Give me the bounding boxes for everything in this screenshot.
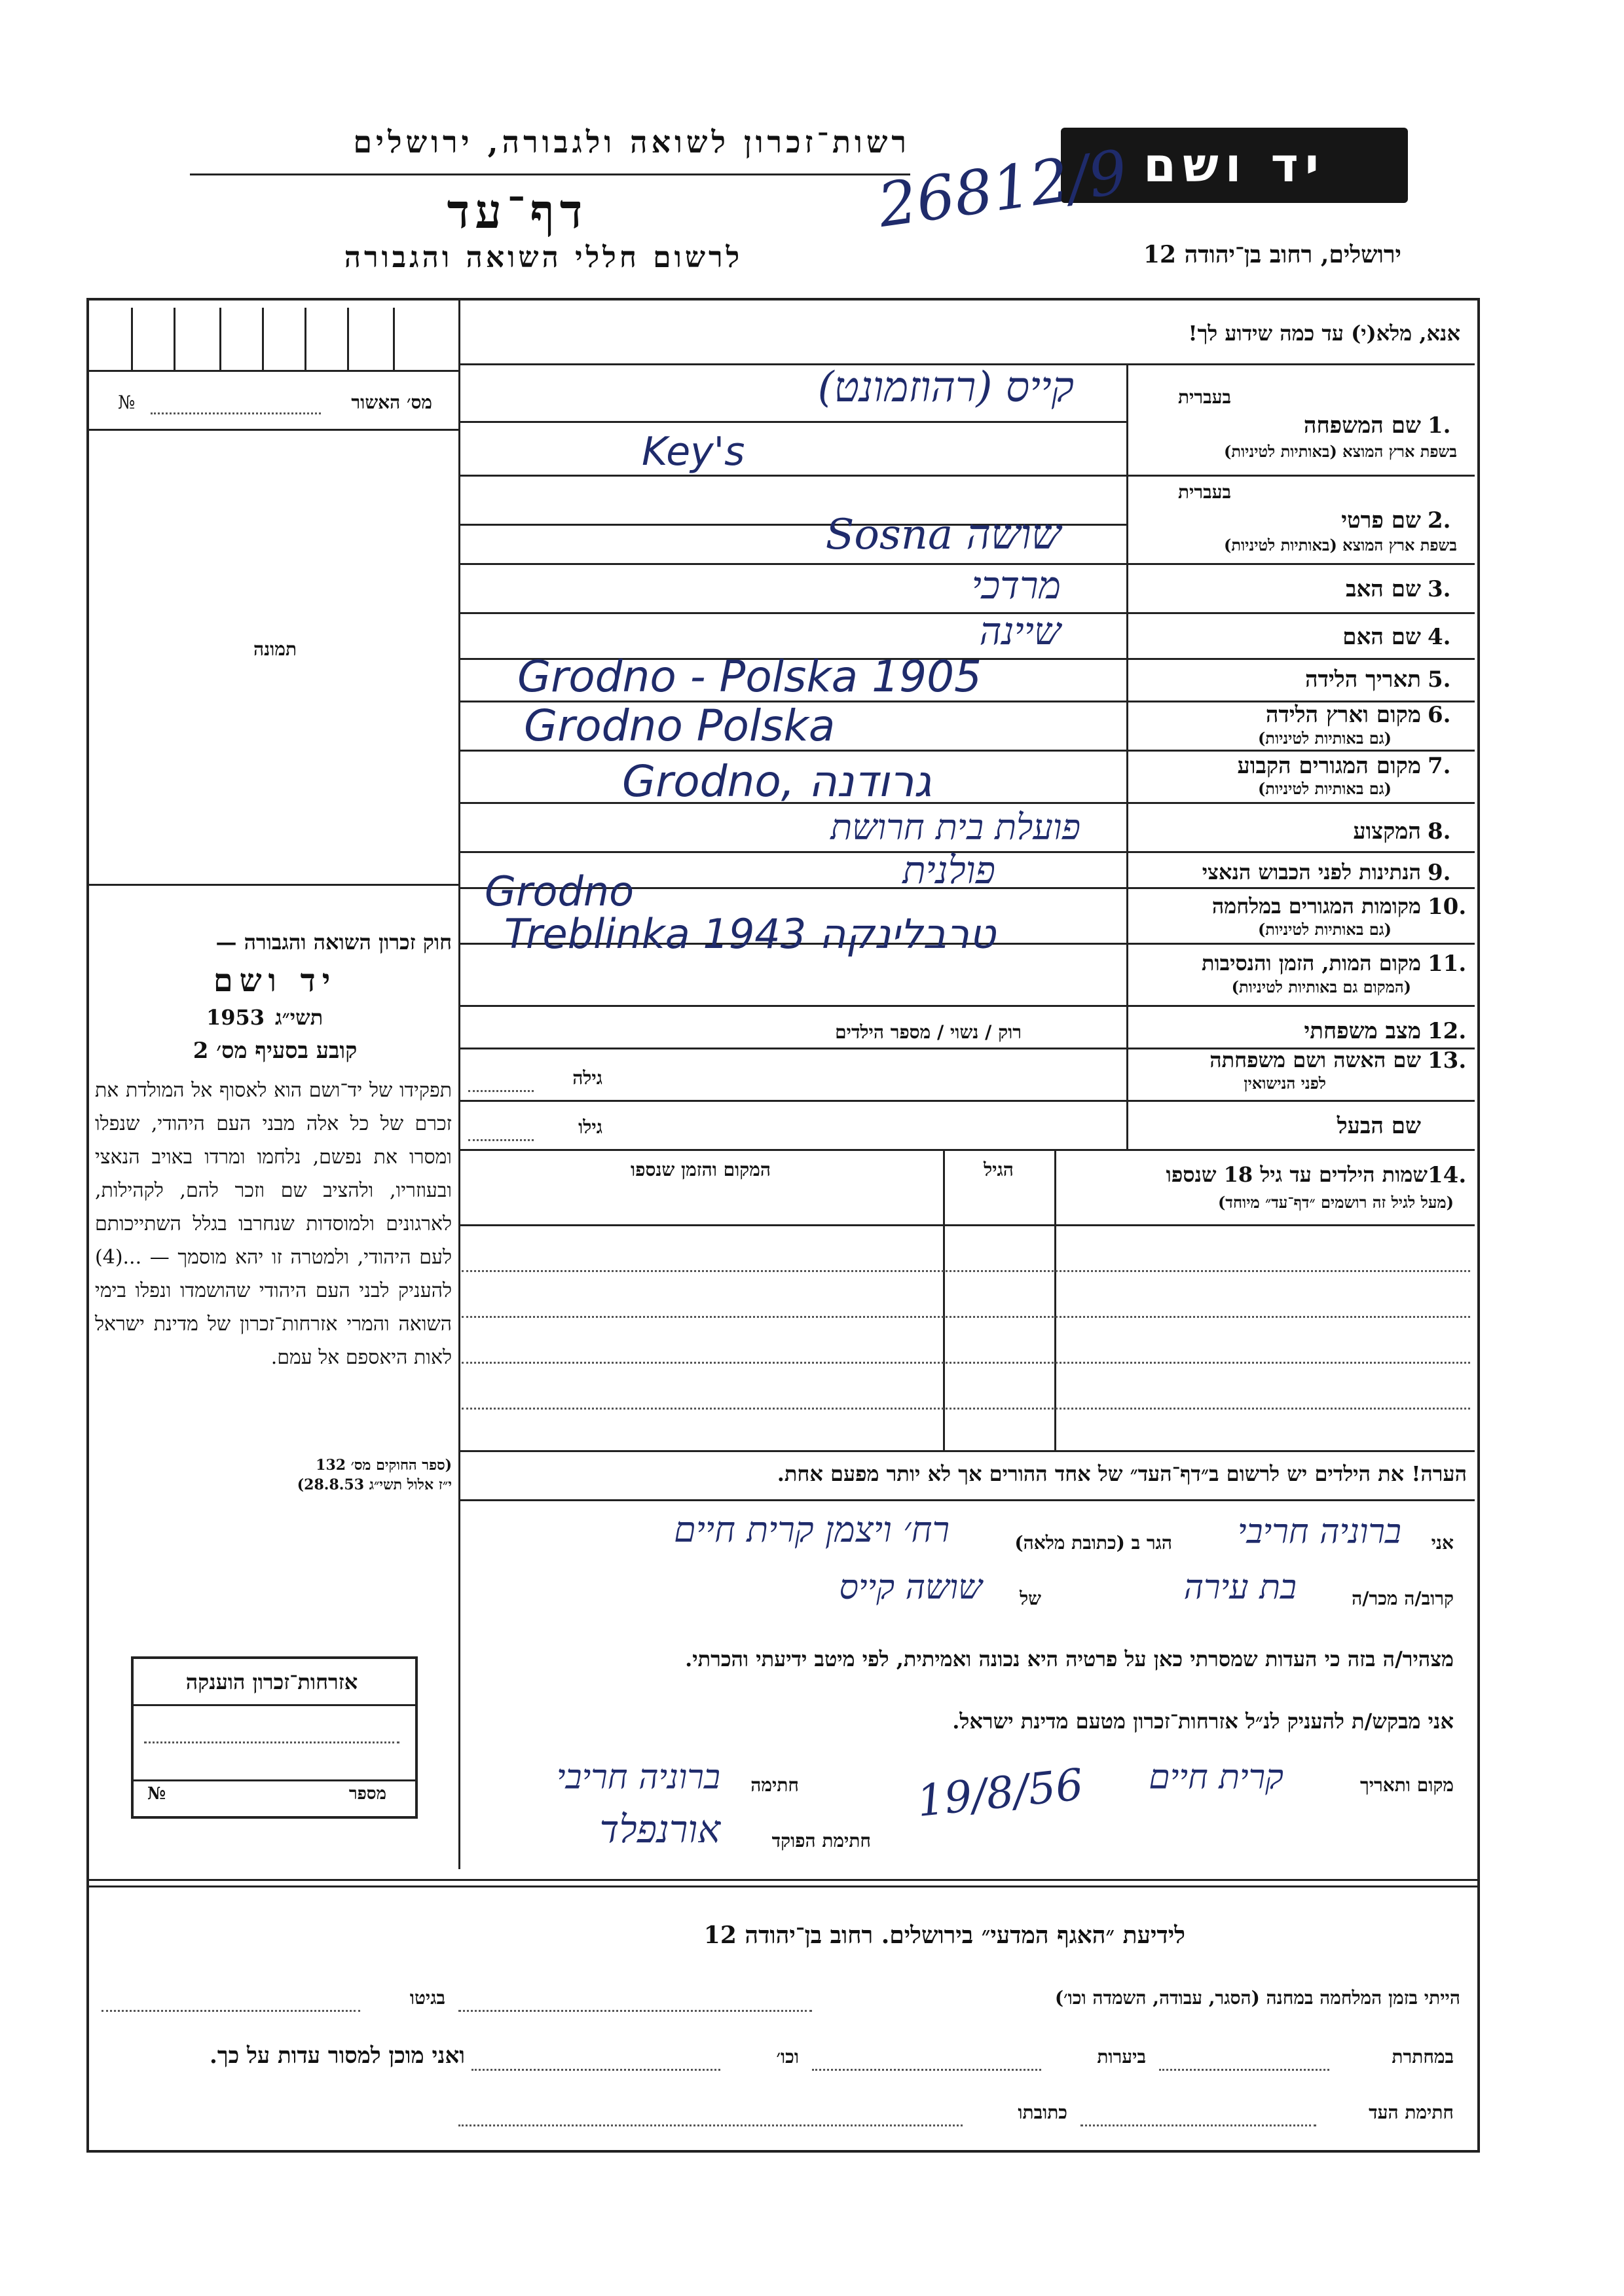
field-5-label: תאריך הלידה bbox=[1304, 666, 1421, 693]
husband-label: שם הבעל bbox=[1337, 1113, 1421, 1139]
photo-bottom bbox=[86, 884, 460, 886]
approval-label: מס׳ האשור bbox=[351, 392, 432, 413]
citizenship-divider bbox=[131, 1704, 415, 1706]
decl-signature[interactable]: ברוניה חריבי bbox=[556, 1758, 720, 1797]
address: ירושלים, רחוב בן־יהודה 12 bbox=[1143, 241, 1401, 268]
decl-address[interactable]: רח׳ ויצמן קרית חיים bbox=[674, 1509, 950, 1550]
field-12-label: מצב משפחתי bbox=[1304, 1018, 1421, 1044]
field-1-hebrew-tag: בעברית bbox=[1177, 386, 1231, 408]
footer-underground-field[interactable] bbox=[1159, 2069, 1329, 2071]
field-4-value[interactable]: שיינה bbox=[979, 609, 1061, 653]
yad-vashem-logo: יד ושם bbox=[1061, 128, 1408, 203]
photo-top bbox=[86, 429, 460, 431]
note-text: הערה! את הילדים יש לרשום ב״דף־העד״ של אחד ההורים אך לא יותר מפעם אחת. bbox=[777, 1461, 1467, 1486]
footer-ghetto-label: בגיטו bbox=[409, 1987, 445, 2009]
decl-request: אני מבקש/ת להעניק לנ״ל אזרחות־זכרון מטעם מדינת ישראל. bbox=[952, 1709, 1454, 1734]
field-9-label: הנתינות לפני הכבוש הנאצי bbox=[1202, 860, 1421, 884]
box-divider bbox=[174, 308, 175, 370]
box-divider bbox=[347, 308, 349, 370]
decl-relative-label: קרוב/ה מכר/ה bbox=[1352, 1588, 1454, 1609]
field-8-number: 8. bbox=[1428, 818, 1451, 845]
decl-relation[interactable]: בת עירה bbox=[1183, 1568, 1297, 1607]
field-1-value-latin[interactable]: Key's bbox=[642, 429, 745, 475]
husband-age[interactable] bbox=[468, 1139, 534, 1141]
row-line bbox=[458, 1149, 1475, 1151]
citizenship-label: אזרחות־זכרון הוענקה bbox=[185, 1669, 358, 1694]
field-11-value[interactable]: Treblinka 1943 טרבלינקה bbox=[504, 910, 996, 958]
form-subtitle: לרשום חללי השואה והגבורה bbox=[344, 241, 743, 274]
intro-text: אנא, מלא(י) עד כמה שידוע לך! bbox=[1188, 321, 1460, 346]
footer-camp-field[interactable] bbox=[458, 2010, 812, 2012]
children-label: שמות הילדים עד גיל 18 שנספו bbox=[1166, 1162, 1428, 1187]
box-divider bbox=[393, 308, 395, 370]
decl-official-signature[interactable]: אורנפלד bbox=[599, 1807, 720, 1851]
field-6-label: מקום וארץ הלידה bbox=[1265, 702, 1421, 728]
approval-no: № bbox=[118, 392, 136, 413]
children-row[interactable] bbox=[462, 1270, 1470, 1272]
field-13-sub: לפני הנישואין bbox=[1244, 1074, 1326, 1093]
field-7-value[interactable]: Grodno, גרודנה bbox=[622, 756, 932, 807]
field-7-sub: (גם באותיות לטיניות) bbox=[1257, 779, 1392, 798]
box-divider bbox=[262, 308, 264, 370]
footer-ghetto-field[interactable] bbox=[101, 2010, 360, 2012]
field-8-label: המקצוע bbox=[1353, 818, 1421, 845]
children-col bbox=[1054, 1149, 1056, 1450]
row-line bbox=[458, 1100, 1475, 1102]
decl-date[interactable]: 19/8/56 bbox=[914, 1758, 1086, 1827]
field-13-age[interactable] bbox=[468, 1090, 534, 1092]
field-2-hebrew-tag: בעברית bbox=[1177, 481, 1231, 503]
law-ref-1: (ספר החוקים מס׳ 132 bbox=[316, 1457, 452, 1474]
label-column-divider bbox=[1126, 363, 1128, 1149]
children-col-place: המקום והזמן שנספו bbox=[631, 1159, 771, 1180]
field-6-number: 6. bbox=[1428, 702, 1451, 728]
field-1-value-hebrew[interactable]: קייס (רהוזמונט) bbox=[817, 363, 1074, 412]
citizenship-divider bbox=[131, 1779, 415, 1781]
approval-field[interactable] bbox=[151, 412, 321, 414]
field-2-number: 2. bbox=[1428, 507, 1451, 534]
decl-victim[interactable]: שושה קייס bbox=[839, 1568, 982, 1607]
field-12-number: 12. bbox=[1428, 1018, 1467, 1044]
form-title: דף־עד bbox=[447, 183, 588, 239]
footer-etc-label: וכו׳ bbox=[776, 2046, 799, 2068]
row-line bbox=[458, 1005, 1475, 1007]
field-1-number: 1. bbox=[1428, 412, 1451, 439]
decl-of-label: של bbox=[1020, 1588, 1041, 1609]
box-divider bbox=[219, 308, 221, 370]
field-5-value[interactable]: Grodno - Polska 1905 bbox=[517, 651, 982, 702]
field-13-number: 13. bbox=[1428, 1048, 1467, 1074]
children-number: 14. bbox=[1428, 1162, 1467, 1188]
field-11-sub: (המקום גם באותיות לטיניות) bbox=[1231, 977, 1411, 996]
field-5-number: 5. bbox=[1428, 666, 1451, 693]
law-name: יד ושם bbox=[213, 962, 337, 999]
box-divider bbox=[304, 308, 306, 370]
row-line bbox=[458, 475, 1475, 477]
footer-witness-sig-field[interactable] bbox=[1080, 2124, 1316, 2126]
footer-forests-label: ביערות bbox=[1097, 2046, 1146, 2068]
photo-label: תמונה bbox=[253, 638, 297, 660]
law-clause: קובע בסעיף מס׳ 2 bbox=[193, 1038, 358, 1064]
field-2-sub: בשפת ארץ המוצא (באותיות לטיניות) bbox=[1224, 536, 1457, 555]
footer-witness-sig-label: חתימת העד bbox=[1369, 2102, 1454, 2123]
husband-age-label: גילו bbox=[578, 1116, 602, 1138]
decl-place-date-label: מקום ותאריך bbox=[1359, 1774, 1454, 1796]
children-col bbox=[943, 1149, 945, 1450]
law-title: חוק זכרון השואה והגבורה — bbox=[215, 930, 452, 955]
footer-underground-label: במחתרת bbox=[1392, 2046, 1454, 2068]
footer-camp-label: הייתי בזמן המלחמה במחנה (הסגר, עבודה, השמדה וכו׳) bbox=[1054, 1987, 1460, 2009]
field-11-number: 11. bbox=[1428, 951, 1467, 977]
field-6-value[interactable]: Grodno Polska bbox=[524, 701, 836, 751]
field-11-label: מקום המות, הזמן והנסיבות bbox=[1201, 951, 1421, 975]
field-10-number: 10. bbox=[1428, 894, 1467, 920]
field-9-number: 9. bbox=[1428, 860, 1451, 886]
field-4-label: שם האם bbox=[1342, 624, 1421, 650]
field-1-label: שם המשפחה bbox=[1303, 412, 1421, 439]
archive-number: 26812/9 bbox=[874, 136, 1132, 242]
children-row-line bbox=[458, 1224, 1475, 1226]
children-bottom bbox=[458, 1450, 1475, 1452]
decl-i-label: אני bbox=[1431, 1532, 1454, 1554]
citizenship-number-sign: № bbox=[147, 1784, 166, 1804]
law-text: תפקידו של יד־ושם הוא לאסוף אל המולדת את זכרם של כל אלה מבני העם היהודי, שנפלו ומסרו את נפשם, נלחמו ומרדו באויב הנאצי ובעוזריו, ולהציב שם וזכר להם, לקהילות, לארגונים ולמוסדות שנחרבו בגלל השתייכותם לעם היהודי, ולמטרה זו יהא מוסמך — ...(4) להעניק לבני העם היהודי שהושמדו ונפלו בימי השואה והמרי אזרחות־זכרון של מדינת ישראל לאות היאספם אל עמם. bbox=[95, 1079, 452, 1369]
footer-address-label: כתובתו bbox=[1018, 2102, 1067, 2123]
decl-signature-label: חתימה bbox=[750, 1774, 799, 1796]
field-10-sub: (גם באותיות לטיניות) bbox=[1257, 920, 1392, 939]
field-3-value[interactable]: מרדכי bbox=[971, 563, 1061, 608]
row-line bbox=[458, 421, 1126, 423]
decl-statement: מצהיר/ה בזה כי העדות שמסרתי כאן על פרטיה היא נכונה ואמיתית, לפי מיטב ידיעתי והכרתי. bbox=[685, 1647, 1454, 1671]
field-8-value[interactable]: פועלת בית חרושת bbox=[830, 807, 1080, 848]
children-sub: (מעל לגיל זה רושמים ״דף־עד״ מיוחד) bbox=[1217, 1193, 1454, 1212]
field-2-value[interactable]: שושה Sosna bbox=[825, 511, 1061, 559]
authority-title: רשות־זכרון לשואה ולגבורה, ירושלים bbox=[353, 124, 910, 160]
field-13-age-label: גילה bbox=[572, 1067, 602, 1089]
children-row[interactable] bbox=[462, 1408, 1470, 1410]
field-10-value[interactable]: Grodno bbox=[485, 867, 635, 915]
field-1-sub: בשפת ארץ המוצא (באותיות לטיניות) bbox=[1224, 442, 1457, 461]
citizenship-number-label: מספר bbox=[348, 1784, 386, 1804]
field-12-value[interactable]: רוק / נשוי / מספר הילדים bbox=[835, 1021, 1022, 1043]
value-column-left bbox=[458, 363, 460, 1149]
field-4-number: 4. bbox=[1428, 624, 1451, 650]
footer-rule bbox=[86, 1886, 1477, 1887]
field-3-number: 3. bbox=[1428, 576, 1451, 602]
children-col-age: הגיל bbox=[984, 1159, 1014, 1180]
decl-official-label: חתימת הפוקד bbox=[771, 1830, 871, 1851]
children-row[interactable] bbox=[462, 1316, 1470, 1318]
field-13-label: שם האשה ושם משפחתה bbox=[1209, 1048, 1421, 1072]
footer-etc-field[interactable] bbox=[471, 2069, 720, 2071]
law-year-heb: תשי״ג bbox=[275, 1005, 323, 1030]
field-7-number: 7. bbox=[1428, 753, 1451, 779]
boxes-bottom bbox=[86, 370, 460, 372]
box-divider bbox=[131, 308, 133, 370]
field-7-label: מקום המגורים הקבוע bbox=[1237, 753, 1421, 779]
law-ref-2: י״ז אלול תשי״ג 28.8.53) bbox=[297, 1476, 452, 1493]
footer-rule bbox=[86, 1879, 1477, 1881]
footer-forests-field[interactable] bbox=[812, 2069, 1041, 2071]
footer-address-field[interactable] bbox=[458, 2124, 963, 2126]
footer-willing-text: ואני מוכן למסור עדות על כך. bbox=[210, 2043, 465, 2069]
citizenship-line[interactable] bbox=[144, 1741, 399, 1743]
row-line bbox=[458, 802, 1475, 804]
field-6-sub: (גם באותיות לטיניות) bbox=[1257, 729, 1392, 748]
decl-witness-name[interactable]: ברוניה חריבי bbox=[1237, 1512, 1401, 1552]
law-year: 1953 bbox=[206, 1005, 265, 1030]
field-2-label: שם פרטי bbox=[1341, 507, 1421, 534]
decl-place[interactable]: קרית חיים bbox=[1149, 1758, 1283, 1797]
note-bottom bbox=[458, 1499, 1475, 1501]
authority-underline bbox=[190, 173, 910, 175]
decl-resides-label: הגר ב (כתובת מלאה) bbox=[1014, 1532, 1172, 1554]
field-10-label: מקומות המגורים במלחמה bbox=[1211, 894, 1421, 919]
field-3-label: שם האב bbox=[1346, 576, 1421, 602]
footer-title: לידיעת ״האגף המדעי״ בירושלים. רחוב בן־יהודה 12 bbox=[703, 1922, 1185, 1949]
field-9-value[interactable]: פולנית bbox=[902, 848, 995, 892]
children-row[interactable] bbox=[462, 1362, 1470, 1364]
